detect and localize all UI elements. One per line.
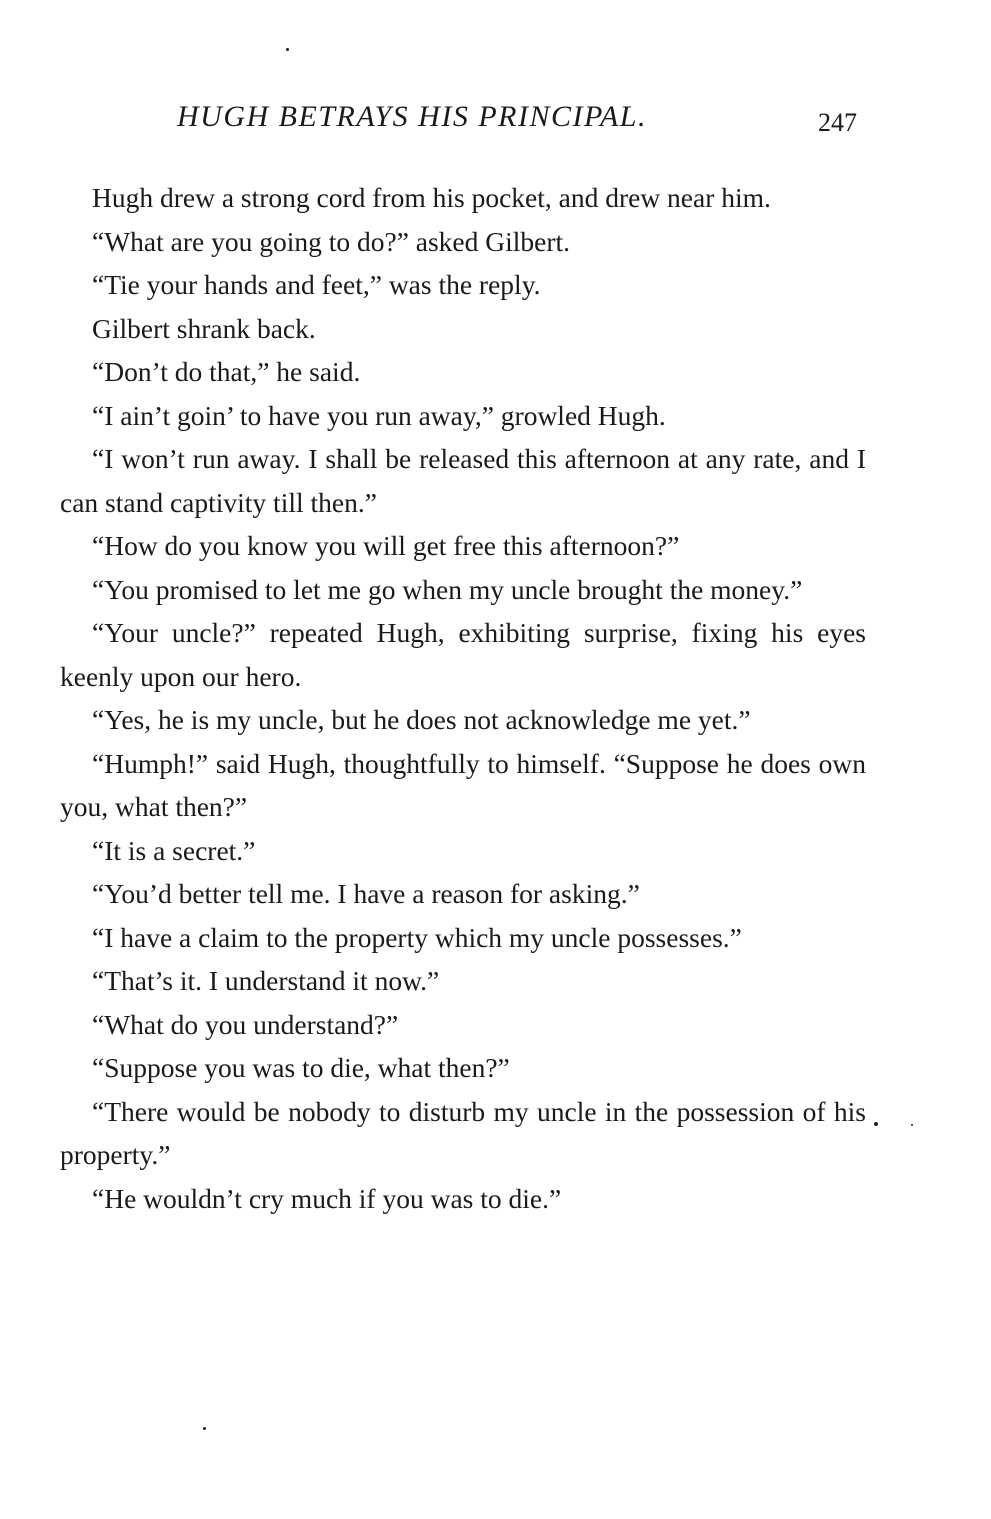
paragraph: “He wouldn’t cry much if you was to die.”	[92, 1182, 562, 1214]
paragraph: “It is a secret.”	[92, 834, 256, 866]
paragraph: “You’d better tell me. I have a reason for asking.”	[92, 878, 640, 909]
paragraph: “Yes, he is my uncle, but he does not acknowledge me yet.”	[92, 704, 751, 735]
paragraph: “I ain’t goin’ to have you run away,” growled Hugh.	[92, 399, 666, 431]
paragraph: “Humph!” said Hugh, thoughtfully to himself. “Suppose he does own you, what then?”	[60, 747, 866, 822]
page-header	[0, 100, 991, 144]
paragraph: “What do you understand?”	[92, 1008, 399, 1040]
scan-speck	[203, 1427, 206, 1430]
paragraph: Hugh drew a strong cord from his pocket, and drew near him.	[92, 182, 771, 213]
scan-speck	[286, 48, 289, 51]
paragraph: “Don’t do that,” he said.	[92, 356, 361, 387]
paragraph: “Suppose you was to die, what then?”	[92, 1052, 510, 1083]
page-number: 247	[818, 108, 857, 137]
paragraph: “Tie your hands and feet,” was the reply.	[92, 269, 541, 300]
paragraph: “Your uncle?” repeated Hugh, exhibiting surprise, fixing his eyes keenly upon our hero.	[60, 617, 866, 692]
body-text	[60, 176, 866, 1220]
paragraph: “There would be nobody to disturb my uncle in the possession of his property.”	[60, 1095, 866, 1170]
paragraph: “What are you going to do?” asked Gilbert.	[92, 225, 571, 257]
paragraph: “You promised to let me go when my uncle brought the money.”	[92, 573, 803, 605]
paragraph: “How do you know you will get free this afternoon?”	[92, 530, 680, 561]
paragraph: Gilbert shrank back.	[92, 312, 316, 344]
running-title: HUGH BETRAYS HIS PRINCIPAL.	[177, 100, 647, 133]
paragraph: “I won’t run away. I shall be released this afternoon at any rate, and I can stand captivity till then.”	[60, 443, 866, 518]
scan-speck	[911, 1124, 913, 1126]
paragraph: “That’s it. I understand it now.”	[92, 965, 440, 996]
paragraph: “I have a claim to the property which my uncle possesses.”	[92, 921, 742, 953]
scan-speck	[874, 1122, 878, 1126]
